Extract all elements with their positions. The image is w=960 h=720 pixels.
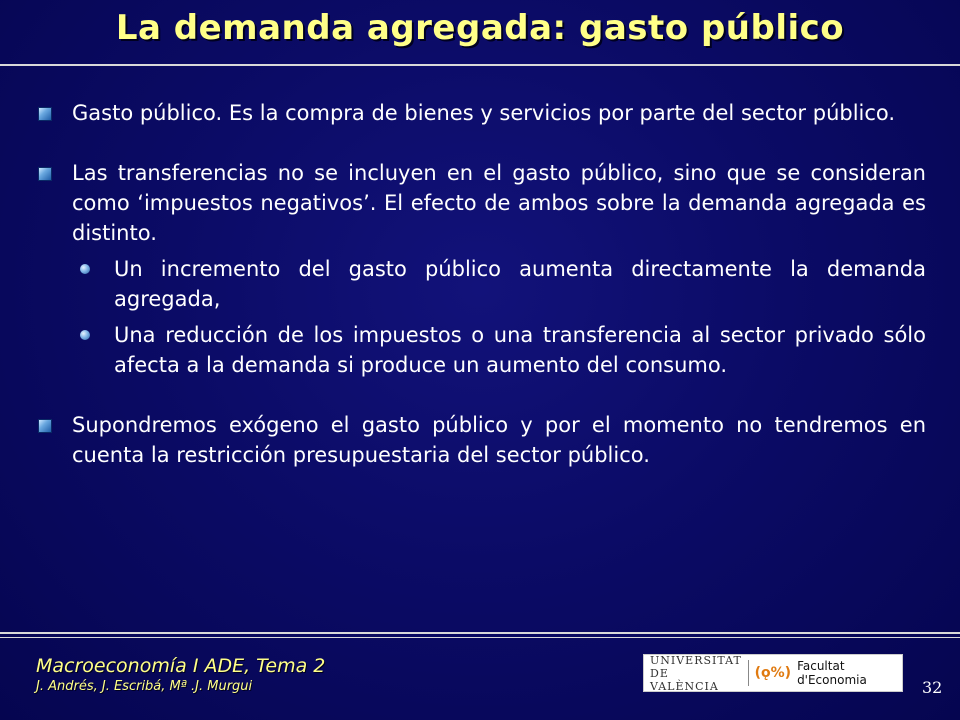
faculty-symbol-icon: (ǫ%)	[754, 665, 792, 681]
footer-divider	[0, 632, 960, 634]
course-name: Macroeconomía I ADE, Tema 2	[36, 655, 326, 677]
square-bullet-icon	[38, 167, 52, 181]
sub-bullet-item	[80, 254, 926, 314]
bullet-text: Las transferencias no se incluyen en el gasto público, sino que se consideran como ‘impuestos negativos’. El efecto de ambos sobre la demanda agregada es distinto.	[72, 161, 926, 245]
square-bullet-icon	[38, 419, 52, 433]
bullet-text: Gasto público. Es la compra de bienes y servicios por parte del sector público.	[72, 101, 896, 125]
footer-credits	[36, 654, 325, 696]
footer-divider-thin	[0, 637, 960, 638]
bullet-text: Supondremos exógeno el gasto público y por el momento no tendremos en cuenta la restricción presupuestaria del sector público.	[72, 413, 926, 467]
round-bullet-icon	[80, 264, 90, 274]
faculty-name: Facultat d'Economia	[797, 659, 867, 687]
bullet-item	[38, 158, 926, 248]
round-bullet-icon	[80, 330, 90, 340]
slide-content	[38, 98, 926, 500]
square-bullet-icon	[38, 107, 52, 121]
university-logo	[643, 654, 903, 692]
title-divider	[0, 64, 960, 66]
logo-separator	[748, 660, 749, 686]
page-number: 32	[922, 678, 943, 697]
bullet-item	[38, 410, 926, 470]
sub-bullet-item	[80, 320, 926, 380]
slide-title: La demanda agregada: gasto público	[115, 8, 845, 48]
sub-bullet-text: Un incremento del gasto público aumenta directamente la demanda agregada,	[114, 257, 926, 311]
bullet-item	[38, 98, 926, 128]
university-name: UNIVERSITAT DE VALÈNCIA	[650, 653, 742, 693]
authors: J. Andrés, J. Escribá, Mª .J. Murgui	[36, 679, 253, 694]
sub-bullet-text: Una reducción de los impuestos o una transferencia al sector privado sólo afecta a la demanda si produce un aumento del consumo.	[114, 323, 926, 377]
